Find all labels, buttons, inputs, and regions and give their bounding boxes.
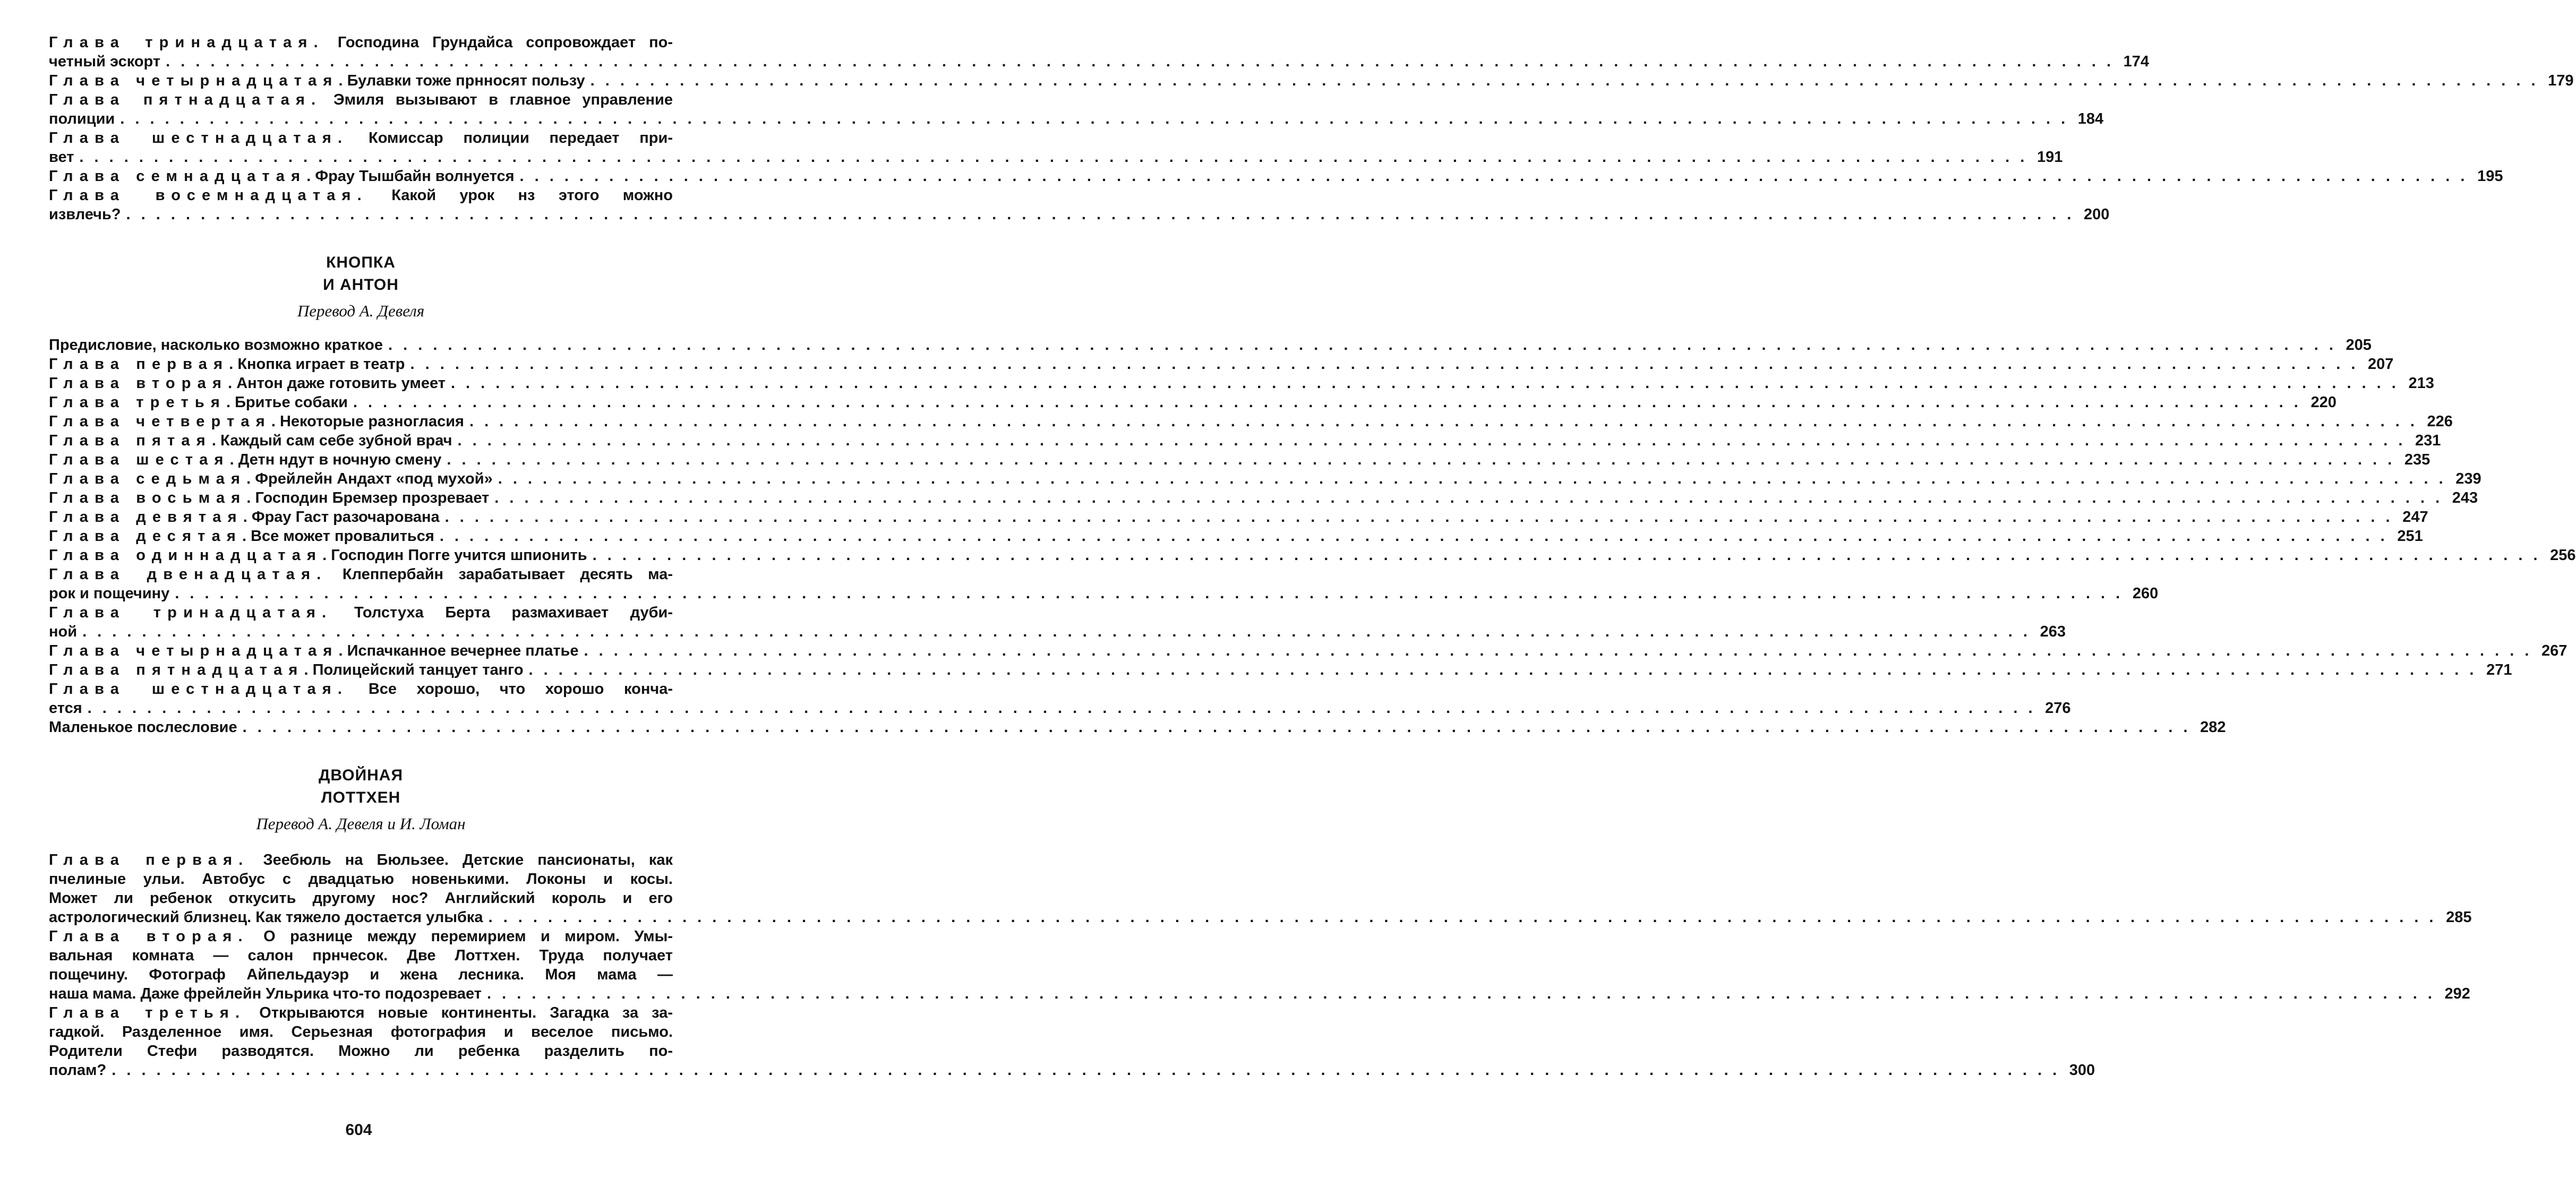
chapter-title: Все хорошо, что хорошо конча- <box>368 681 673 698</box>
toc-line <box>49 412 2453 431</box>
toc-section-emil <box>49 33 2574 224</box>
page-number: 256 <box>2550 547 2576 564</box>
toc-entry[interactable] <box>49 469 2481 488</box>
chapter-label: Глава четырнадцатая <box>49 642 339 659</box>
page-number: 205 <box>2346 337 2372 354</box>
page-number: 200 <box>2084 206 2110 223</box>
toc-entry[interactable] <box>49 186 2110 224</box>
dot-leader <box>489 908 2437 927</box>
toc-line-text: Глава одиннадцатая. Господин Погге учится шпионить <box>49 547 587 564</box>
toc-entry[interactable] <box>49 71 2574 90</box>
dot-leader <box>353 393 2301 412</box>
chapter-title-continuation: четный эскорт <box>49 53 161 70</box>
toc-entry[interactable] <box>49 565 2159 603</box>
chapter-description: вальная комната — салон прнчесок. Две Лоттхен. Труда получает <box>49 947 673 964</box>
chapter-title: Господин Погге учится шпионить <box>331 547 587 564</box>
chapter-description: Родители Стефи разводятся. Можно ли ребенка разделить по- <box>49 1043 673 1060</box>
toc-entry[interactable] <box>49 450 2430 469</box>
toc-line <box>49 965 673 984</box>
toc-section-knopka <box>49 336 2576 737</box>
page-number: 226 <box>2427 413 2453 430</box>
toc-line <box>49 679 673 699</box>
toc-line-text: Глава десятая. Все может провалиться <box>49 528 434 545</box>
toc-line <box>49 546 2576 565</box>
toc-line <box>49 870 673 889</box>
chapter-title: Фрейлейн Андахт «под мухой» <box>255 470 493 487</box>
page-number: 300 <box>2069 1062 2095 1079</box>
dot-leader <box>166 52 2114 71</box>
page-number: 292 <box>2444 985 2470 1002</box>
chapter-title: Толстуха Берта размахивает дуби- <box>354 604 673 621</box>
chapter-label: Глава тринадцатая. <box>49 604 333 621</box>
chapter-title: Маленькое послесловие <box>49 719 237 736</box>
chapter-label: Глава девятая <box>49 509 243 526</box>
chapter-label: Глава первая. <box>49 851 250 868</box>
toc-line-text <box>49 336 383 355</box>
chapter-description: Может ли ребенок откусить другому нос? Английский король и его <box>49 890 673 907</box>
toc-line <box>49 984 2470 1003</box>
toc-line <box>49 850 673 870</box>
dot-leader <box>494 488 2443 508</box>
chapter-label: Глава вторая <box>49 375 228 392</box>
toc-line <box>49 148 2063 167</box>
toc-entry[interactable] <box>49 927 2470 1003</box>
toc-line <box>49 469 2481 488</box>
dot-leader <box>451 374 2399 393</box>
page-number: 195 <box>2477 168 2503 185</box>
toc-line-text: Глава седьмая. Фрейлейн Андахт «под мухой» <box>49 470 493 487</box>
dot-leader <box>410 355 2359 374</box>
dot-leader <box>445 508 2393 527</box>
toc-page <box>49 33 2576 1080</box>
toc-entry[interactable] <box>49 128 2063 167</box>
toc-line-text: Глава четырнадцатая. Булавки тоже прнносят пользу <box>49 72 585 89</box>
chapter-label: Глава четырнадцатая <box>49 72 339 89</box>
toc-entry[interactable] <box>49 508 2428 527</box>
chapter-title: Какой урок нз этого можно <box>391 187 673 204</box>
chapter-label: Глава шестнадцатая. <box>49 130 349 147</box>
toc-line-text <box>49 52 160 71</box>
toc-line <box>49 927 673 946</box>
page-number: 243 <box>2452 489 2478 506</box>
chapter-title: Булавки тоже прнносят пользу <box>347 72 585 89</box>
page-number: 251 <box>2397 528 2423 545</box>
page-number: 271 <box>2486 661 2512 678</box>
toc-line <box>49 718 2226 737</box>
dot-leader <box>112 1061 2060 1080</box>
toc-entry[interactable] <box>49 527 2423 546</box>
toc-line <box>49 1061 2095 1080</box>
toc-entry[interactable] <box>49 336 2372 355</box>
toc-line-text: Глава вторая. Антон даже готовить умеет <box>49 375 446 392</box>
page-number: 267 <box>2541 642 2568 659</box>
chapter-label: Глава пятая <box>49 432 212 449</box>
chapter-title-continuation: полиции <box>49 110 115 127</box>
chapter-label: Глава третья. <box>49 1004 246 1021</box>
toc-line <box>49 205 2110 224</box>
section-title-lottchen <box>49 764 673 809</box>
toc-line-text: Глава четвертая. Некоторые разногласия <box>49 413 464 430</box>
toc-entry[interactable] <box>49 641 2568 660</box>
toc-line <box>49 167 2503 186</box>
toc-entry[interactable] <box>49 90 2104 128</box>
toc-line-text <box>49 984 482 1003</box>
chapter-title: Бритье собаки <box>235 394 348 411</box>
chapter-description: астрологический близнец. Как тяжело достается улыбка <box>49 909 483 926</box>
toc-line-text <box>49 584 169 603</box>
chapter-title: Все может провалиться <box>251 528 434 545</box>
section-title-line: ЛОТТХЕН <box>321 789 401 806</box>
toc-line-text <box>49 1061 106 1080</box>
dot-leader <box>388 336 2337 355</box>
chapter-label: Глава двенадцатая. <box>49 566 328 583</box>
dot-leader <box>82 622 2031 641</box>
chapter-title: Комиссар полиции передает при- <box>369 130 673 147</box>
toc-entry[interactable] <box>49 355 2394 374</box>
chapter-title: Клеппербайн зарабатывает десять ма- <box>342 566 673 583</box>
toc-line-text <box>49 699 82 718</box>
dot-leader <box>469 412 2418 431</box>
toc-entry[interactable] <box>49 660 2512 679</box>
translator-credit: Перевод А. Девеля и И. Ломан <box>256 814 466 833</box>
toc-line <box>49 603 673 622</box>
chapter-description: пощечину. Фотограф Айпельдауэр и жена лесника. Моя мама — <box>49 966 673 983</box>
page-number: 276 <box>2045 700 2071 717</box>
toc-line <box>49 908 2472 927</box>
chapter-description: Открываются новые континенты. Загадка за за- <box>259 1004 673 1021</box>
chapter-description: пчелиные ульи. Автобус с двадцатью новенькими. Локоны и косы. <box>49 871 673 888</box>
toc-line <box>49 641 2568 660</box>
page-number: 282 <box>2200 719 2226 736</box>
chapter-title-continuation: ной <box>49 623 78 640</box>
chapter-description: гадкой. Разделенное имя. Серьезная фотография и веселое письмо. <box>49 1023 673 1040</box>
chapter-title: Полицейский танцует танго <box>312 661 524 678</box>
dot-leader <box>175 584 2123 603</box>
toc-entry[interactable] <box>49 412 2453 431</box>
toc-line-text: Глава пятнадцатая. Полицейский танцует танго <box>49 661 524 678</box>
chapter-label: Глава одиннадцатая <box>49 547 323 564</box>
toc-line <box>49 52 2150 71</box>
page-number: 179 <box>2548 72 2574 89</box>
dot-leader <box>584 641 2532 660</box>
toc-line-text: Глава четырнадцатая. Испачканное вечернее платье <box>49 642 579 659</box>
dot-leader <box>593 546 2541 565</box>
toc-line-text: Глава шестая. Детн ндут в ночную смену <box>49 451 442 468</box>
page-number: 220 <box>2310 394 2337 411</box>
section-title-line: ДВОЙНАЯ <box>318 767 404 784</box>
chapter-label: Глава четвертая <box>49 413 271 430</box>
chapter-title: Господина Грундайса сопровождает по- <box>337 34 673 51</box>
toc-entry[interactable] <box>49 679 2071 718</box>
chapter-title-continuation: рок и пощечину <box>49 585 170 602</box>
page-number: 184 <box>2077 110 2104 127</box>
section-title-line: И АНТОН <box>323 276 399 294</box>
chapter-title: Эмиля вызывают в главное управление <box>333 91 673 108</box>
toc-entry[interactable] <box>49 546 2576 565</box>
dot-leader <box>447 450 2395 469</box>
dot-leader <box>88 699 2036 718</box>
chapter-label: Глава семнадцатая <box>49 168 307 185</box>
toc-line <box>49 1042 673 1061</box>
toc-line <box>49 889 673 908</box>
toc-line <box>49 1022 673 1042</box>
page-number: 207 <box>2368 356 2394 373</box>
chapter-label: Глава десятая <box>49 528 242 545</box>
toc-entry[interactable] <box>49 603 2066 641</box>
chapter-title-continuation: извлечь? <box>49 206 121 223</box>
chapter-label: Глава вторая. <box>49 928 249 945</box>
toc-line <box>49 584 2159 603</box>
page-number: 239 <box>2455 470 2481 487</box>
toc-line <box>49 527 2423 546</box>
toc-line <box>49 393 2337 412</box>
chapter-title-continuation: ется <box>49 700 82 717</box>
dot-leader <box>79 148 2027 167</box>
toc-entry[interactable] <box>49 850 2472 927</box>
toc-line <box>49 109 2104 128</box>
page-number: 247 <box>2402 509 2428 526</box>
toc-line-text: Глава третья. Бритье собаки <box>49 394 348 411</box>
chapter-title: Фрау Гаст разочарована <box>251 509 440 526</box>
dot-leader <box>126 205 2075 224</box>
dot-leader <box>120 109 2068 128</box>
toc-line-text <box>49 148 74 167</box>
dot-leader <box>487 984 2435 1003</box>
toc-line-text <box>49 109 115 128</box>
section-title-line: КНОПКА <box>326 254 396 271</box>
toc-line-text: Глава семнадцатая. Фрау Тышбайн волнуется <box>49 168 515 185</box>
chapter-label: Глава шестнадцатая. <box>49 681 349 698</box>
dot-leader <box>498 469 2446 488</box>
toc-line <box>49 186 673 205</box>
chapter-label: Глава третья <box>49 394 226 411</box>
dot-leader <box>529 660 2477 679</box>
toc-line <box>49 565 673 584</box>
page-number: 285 <box>2446 909 2472 926</box>
dot-leader <box>243 718 2191 737</box>
toc-entry[interactable] <box>49 393 2337 412</box>
toc-line <box>49 946 673 965</box>
page-number: 213 <box>2408 375 2434 392</box>
toc-line-text: Глава девятая. Фрау Гаст разочарована <box>49 509 440 526</box>
chapter-label: Глава тринадцатая. <box>49 34 324 51</box>
section-title-knopka <box>49 252 673 296</box>
toc-line <box>49 374 2434 393</box>
toc-line-text <box>49 205 121 224</box>
toc-line <box>49 128 673 148</box>
toc-line-text: Глава первая. Кнопка играет в театр <box>49 356 405 373</box>
chapter-label: Глава первая <box>49 356 229 373</box>
chapter-label: Глава пятнадцатая. <box>49 91 322 108</box>
chapter-title: Антон даже готовить умеет <box>236 375 446 392</box>
toc-line <box>49 622 2066 641</box>
toc-line-text <box>49 718 237 737</box>
chapter-title: Кнопка играет в театр <box>237 356 405 373</box>
toc-line <box>49 1003 673 1022</box>
chapter-title: Господин Бремзер прозревает <box>255 489 490 506</box>
toc-line <box>49 508 2428 527</box>
page-number: 231 <box>2415 432 2441 449</box>
chapter-title: Каждый сам себе зубной врач <box>220 432 452 449</box>
toc-line <box>49 33 673 52</box>
chapter-description: Зеебюль на Бюльзее. Детские пансионаты, как <box>263 851 673 868</box>
toc-line <box>49 90 673 109</box>
chapter-description: О разнице между перемирием и миром. Умы- <box>263 928 673 945</box>
toc-entry[interactable] <box>49 1003 2095 1080</box>
toc-line <box>49 71 2574 90</box>
chapter-title-continuation: вет <box>49 149 74 166</box>
dot-leader <box>458 431 2406 450</box>
page-number: 263 <box>2040 623 2066 640</box>
chapter-title: Предисловие, насколько возможно краткое <box>49 337 383 354</box>
chapter-title: Испачканное вечернее платье <box>347 642 579 659</box>
page-number: 260 <box>2132 585 2159 602</box>
toc-entry[interactable] <box>49 167 2503 186</box>
toc-entry[interactable] <box>49 431 2441 450</box>
toc-line <box>49 431 2441 450</box>
toc-entry[interactable] <box>49 33 2150 71</box>
toc-line-text: Глава пятая. Каждый сам себе зубной врач <box>49 432 452 449</box>
chapter-description: полам? <box>49 1062 107 1079</box>
chapter-label: Глава восьмая <box>49 489 247 506</box>
toc-entry[interactable] <box>49 488 2478 508</box>
chapter-title: Фрау Тышбайн волнуется <box>315 168 515 185</box>
page-number: 235 <box>2404 451 2430 468</box>
chapter-label: Глава шестая <box>49 451 230 468</box>
toc-line-text <box>49 908 483 927</box>
toc-line <box>49 355 2394 374</box>
page-number: 604 <box>345 1121 372 1139</box>
toc-line <box>49 488 2478 508</box>
toc-entry[interactable] <box>49 718 2226 737</box>
chapter-label: Глава пятнадцатая <box>49 661 304 678</box>
dot-leader <box>590 71 2539 90</box>
toc-line <box>49 336 2372 355</box>
chapter-title: Детн ндут в ночную смену <box>238 451 442 468</box>
translator-credit: Перевод А. Девеля <box>297 302 425 320</box>
chapter-title: Некоторые разногласия <box>279 413 464 430</box>
toc-entry[interactable] <box>49 374 2434 393</box>
page-number: 191 <box>2036 149 2063 166</box>
page-number: 174 <box>2123 53 2150 70</box>
toc-section-lottchen <box>49 850 2472 1080</box>
dot-leader <box>520 167 2468 186</box>
toc-line <box>49 660 2512 679</box>
chapter-label: Глава восемнадцатая. <box>49 187 368 204</box>
toc-line-text: Глава восьмая. Господин Бремзер прозревает <box>49 489 490 506</box>
toc-line <box>49 699 2071 718</box>
chapter-label: Глава седьмая <box>49 470 247 487</box>
toc-line <box>49 450 2430 469</box>
dot-leader <box>440 527 2388 546</box>
chapter-description: наша мама. Даже фрейлейн Ульрика что-то подозревает <box>49 985 482 1002</box>
toc-line-text <box>49 622 77 641</box>
